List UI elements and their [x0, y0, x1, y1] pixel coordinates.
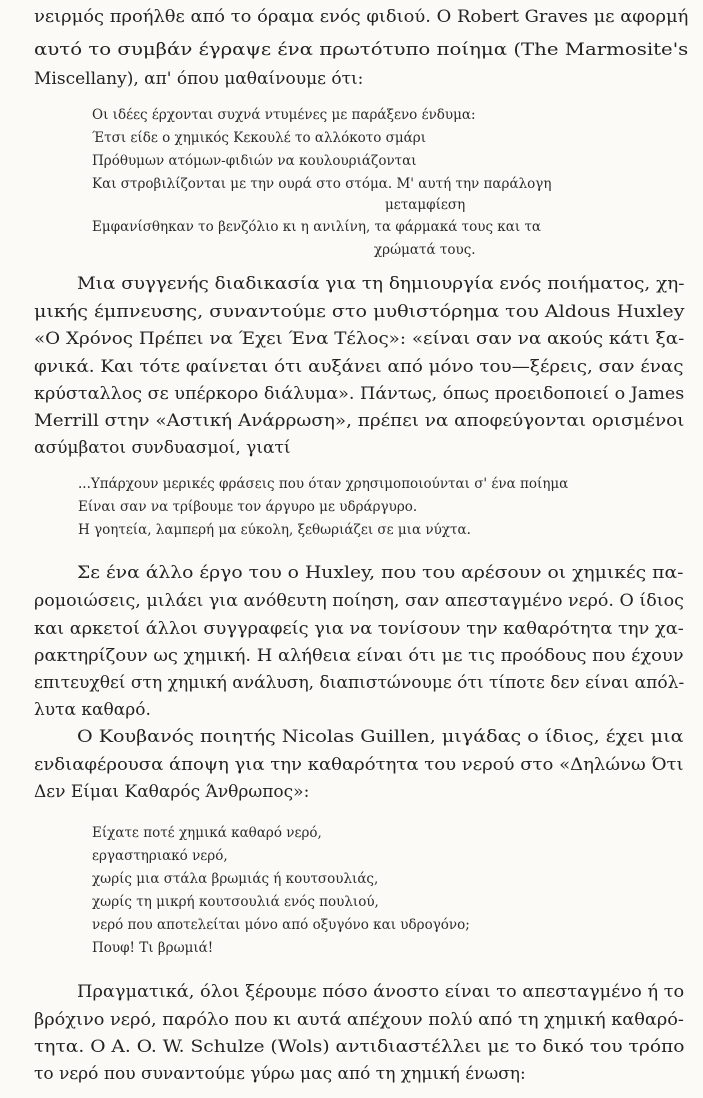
text-line: και αρκετοί άλλοι συγγραφείς για να τονίσουν την καθαρότητα την χα- — [34, 619, 684, 639]
text-line: ενδιαφέρουσα άποψη για την καθαρότητα του νερού στο «Δηλώνω Ότι — [34, 755, 684, 775]
text-line: Merrill στην «Αστική Ανάρρωση», πρέπει να αποφεύγονται ορισμένοι — [34, 411, 685, 431]
text-line: Δεν Είμαι Καθαρός Άνθρωπος»: — [34, 782, 310, 802]
poem-line: Έτσι είδε ο χημικός Κεκουλέ το αλλόκοτο σμάρι — [92, 130, 427, 146]
text-line: μικής έμπνευσης, συναντούμε στο μυθιστόρημα του Aldous Huxley — [34, 302, 685, 322]
poem-line: ...Υπάρχουν μερικές φράσεις που όταν χρησιμοποιούνται σ' ένα ποίημα — [78, 476, 569, 492]
text-line: ρομοιώσεις, μιλάει για ανόθευτη ποίηση, σαν απεσταγμένο νερό. Ο ίδιος — [34, 591, 684, 611]
poem-line: χρώματά τους. — [374, 242, 476, 258]
poem-line: χωρίς τη μικρή κουτσουλιά ενός πουλιού, — [92, 894, 379, 910]
text-line: ρακτηρίζουν ως χημική. Η αλήθεια είναι ότι με τις προόδους που έχουν — [34, 646, 684, 666]
text-line: «Ο Χρόνος Πρέπει να Έχει Ένα Τέλος»: «είναι σαν να ακούς κάτι ξα- — [34, 329, 685, 349]
text-line: τητα. Ο A. O. W. Schulze (Wols) αντιδιαστέλλει με το δικό του τρόπο — [34, 1037, 685, 1057]
text-line: βρόχινο νερό, παρόλο που κι αυτά απέχουν πολύ από τη χημική καθαρό- — [34, 1010, 684, 1030]
poem-line: νερό που αποτελείται μόνο από οξυγόνο και υδρογόνο; — [92, 917, 470, 933]
poem-line: Πρόθυμων ατόμων-φιδιών να κουλουριάζονται — [92, 153, 417, 169]
poem-line: χωρίς μια στάλα βρωμιάς ή κουτσουλιάς, — [92, 871, 379, 887]
text-line: Μια συγγενής διαδικασία για τη δημιουργία ενός ποιήματος, χη- — [77, 274, 685, 294]
text-line: λυτα καθαρό. — [34, 700, 151, 720]
poem-line: Και στροβιλίζονται με την ουρά στο στόμα. Μ' αυτή την παράλογη — [92, 176, 552, 192]
poem-line: μεταμφίεση — [385, 197, 466, 213]
text-line: το νερό που συναντούμε γύρω μας από τη χημική ένωση: — [34, 1064, 526, 1084]
poem-line: Εμφανίσθηκαν το βενζόλιο κι η ανιλίνη, τα φάρμακά τους και τα — [92, 219, 542, 235]
text-line: κρύσταλλος σε υπέρκορο διάλυμα». Πάντως, όπως προειδοποιεί ο James — [34, 384, 685, 404]
poem-line: Οι ιδέες έρχονται συχνά ντυμένες με παράξενο ένδυμα: — [92, 107, 476, 123]
text-line: επιτευχθεί στη χημική ανάλυση, διαπιστώνουμε ότι τίποτε δεν είναι απόλ- — [34, 673, 685, 693]
poem-line: Πουφ! Τι βρωμιά! — [92, 940, 214, 956]
poem-line: εργαστηριακό νερό, — [92, 848, 228, 864]
poem-line: Είχατε ποτέ χημικά καθαρό νερό, — [92, 825, 322, 841]
text-line: Ο Κουβανός ποιητής Nicolas Guillen, μιγάδας ο ίδιος, έχει μια — [77, 727, 684, 747]
text-line: Πραγματικά, όλοι ξέρουμε πόσο άνοστο είναι το απεσταγμένο ή το — [77, 982, 685, 1002]
text-line: φνικά. Και τότε φαίνεται ότι αυξάνει από μόνο του—ξέρεις, σαν ένας — [34, 357, 684, 377]
poem-line: Η γοητεία, λαμπερή μα εύκολη, ξεθωριάζει σε μια νύχτα. — [78, 522, 471, 538]
text-line: αυτό το συμβάν έγραψε ένα πρωτότυπο ποίημα (The Marmosite's — [34, 40, 689, 60]
text-line: νειρμός προήλθε από το όραμα ενός φιδιού. O Robert Graves με αφορμή — [34, 7, 689, 27]
poem-line: Είναι σαν να τρίβουμε τον άργυρο με υδράργυρο. — [78, 499, 418, 515]
text-line: ασύμβατοι συνδυασμοί, γιατί — [34, 438, 291, 458]
text-line: Σε ένα άλλο έργο του ο Huxley, που του αρέσουν οι χημικές πα- — [77, 563, 684, 583]
text-line: Miscellany), απ' όπου μαθαίνουμε ότι: — [34, 69, 364, 89]
